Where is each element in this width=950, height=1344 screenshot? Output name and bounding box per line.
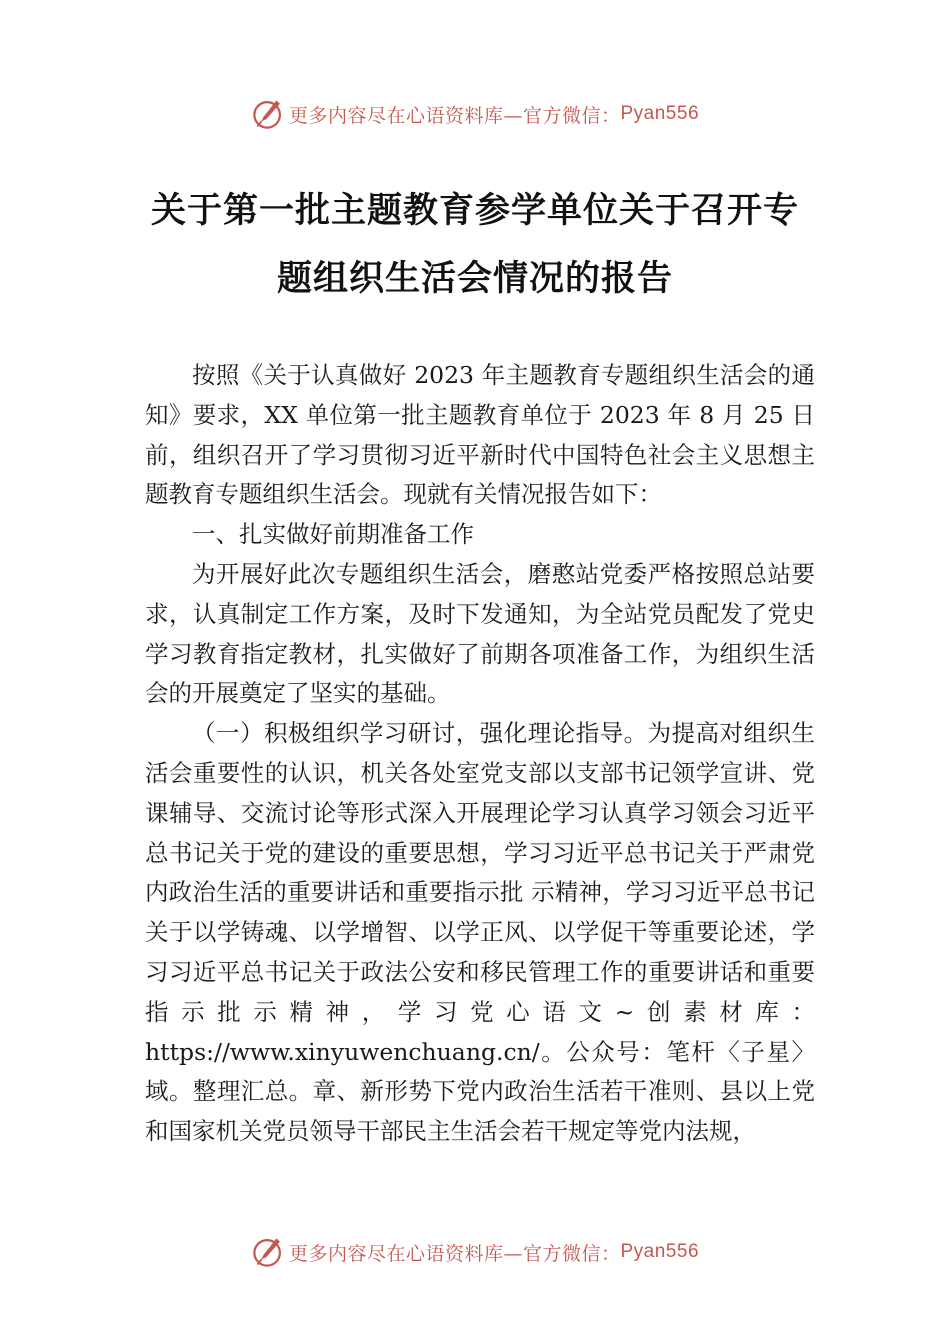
banner-separator: —官方微信： xyxy=(503,104,621,127)
header-watermark-banner xyxy=(0,94,950,134)
document-title-line-2: 题组织生活会情况的报告 xyxy=(276,258,673,299)
paragraph-study: （一）积极组织学习研讨，强化理论指导。为提高对组织生活会重要性的认识，机关各处室党支部以支部书记领学宣讲、党课辅导、交流讨论等形式深入开展理论学习认真学习领会习近平总书记关于党的建设的重要思想，学习习近平总书记关于严肃党内政治生活的重要讲话和重要指示批 示精神，学习习近平总书记关于以学铸魂、以学增智、以学正风、以学促干等重要论述，学习习近平总书记关于政法公安和移民管理工作的重要讲话和重要指示批示精神，学习党心语文~创素材库：https://www.xinyuwenchuang.cn/。公众号：笔杆〈子星〉域。整理汇总。章、新形势下党内政治生活若干准则、县以上党和国家机关党员领导干部民主生活会若干规定等党内法规， xyxy=(145,719,815,1146)
footer-watermark-banner xyxy=(0,1232,950,1272)
paragraph-intro: 按照《关于认真做好 2023 年主题教育专题组织生活会的通知》要求，XX 单位第一批主题教育单位于 2023 年 8 月 25 日前，组织召开了学习贯彻习近平新时代中国特色社会主义思想主题教育专题组织生活会。现就有关情况报告如下： xyxy=(145,361,815,509)
section-heading-1: 一、扎实做好前期准备工作 xyxy=(192,520,474,549)
banner-wechat-id: Pyan556 xyxy=(620,103,700,124)
banner-separator: —官方微信： xyxy=(503,1242,621,1265)
document-title-line-1: 关于第一批主题教育参学单位关于召开专 xyxy=(150,190,799,231)
pen-nib-logo-icon xyxy=(251,97,285,131)
document-body xyxy=(145,356,815,1152)
banner-wechat-id: Pyan556 xyxy=(620,1241,700,1262)
pen-nib-logo-icon xyxy=(251,1235,285,1269)
paragraph-preparation: 为开展好此次专题组织生活会，磨憨站党委严格按照总站要求，认真制定工作方案，及时下发通知，为全站党员配发了党史学习教育指定教材，扎实做好了前期各项准备工作，为组织生活会的开展奠定了坚实的基础。 xyxy=(145,559,815,708)
banner-main-text: 更多内容尽在心语资料库 xyxy=(288,104,504,127)
banner-main-text: 更多内容尽在心语资料库 xyxy=(288,1242,504,1265)
